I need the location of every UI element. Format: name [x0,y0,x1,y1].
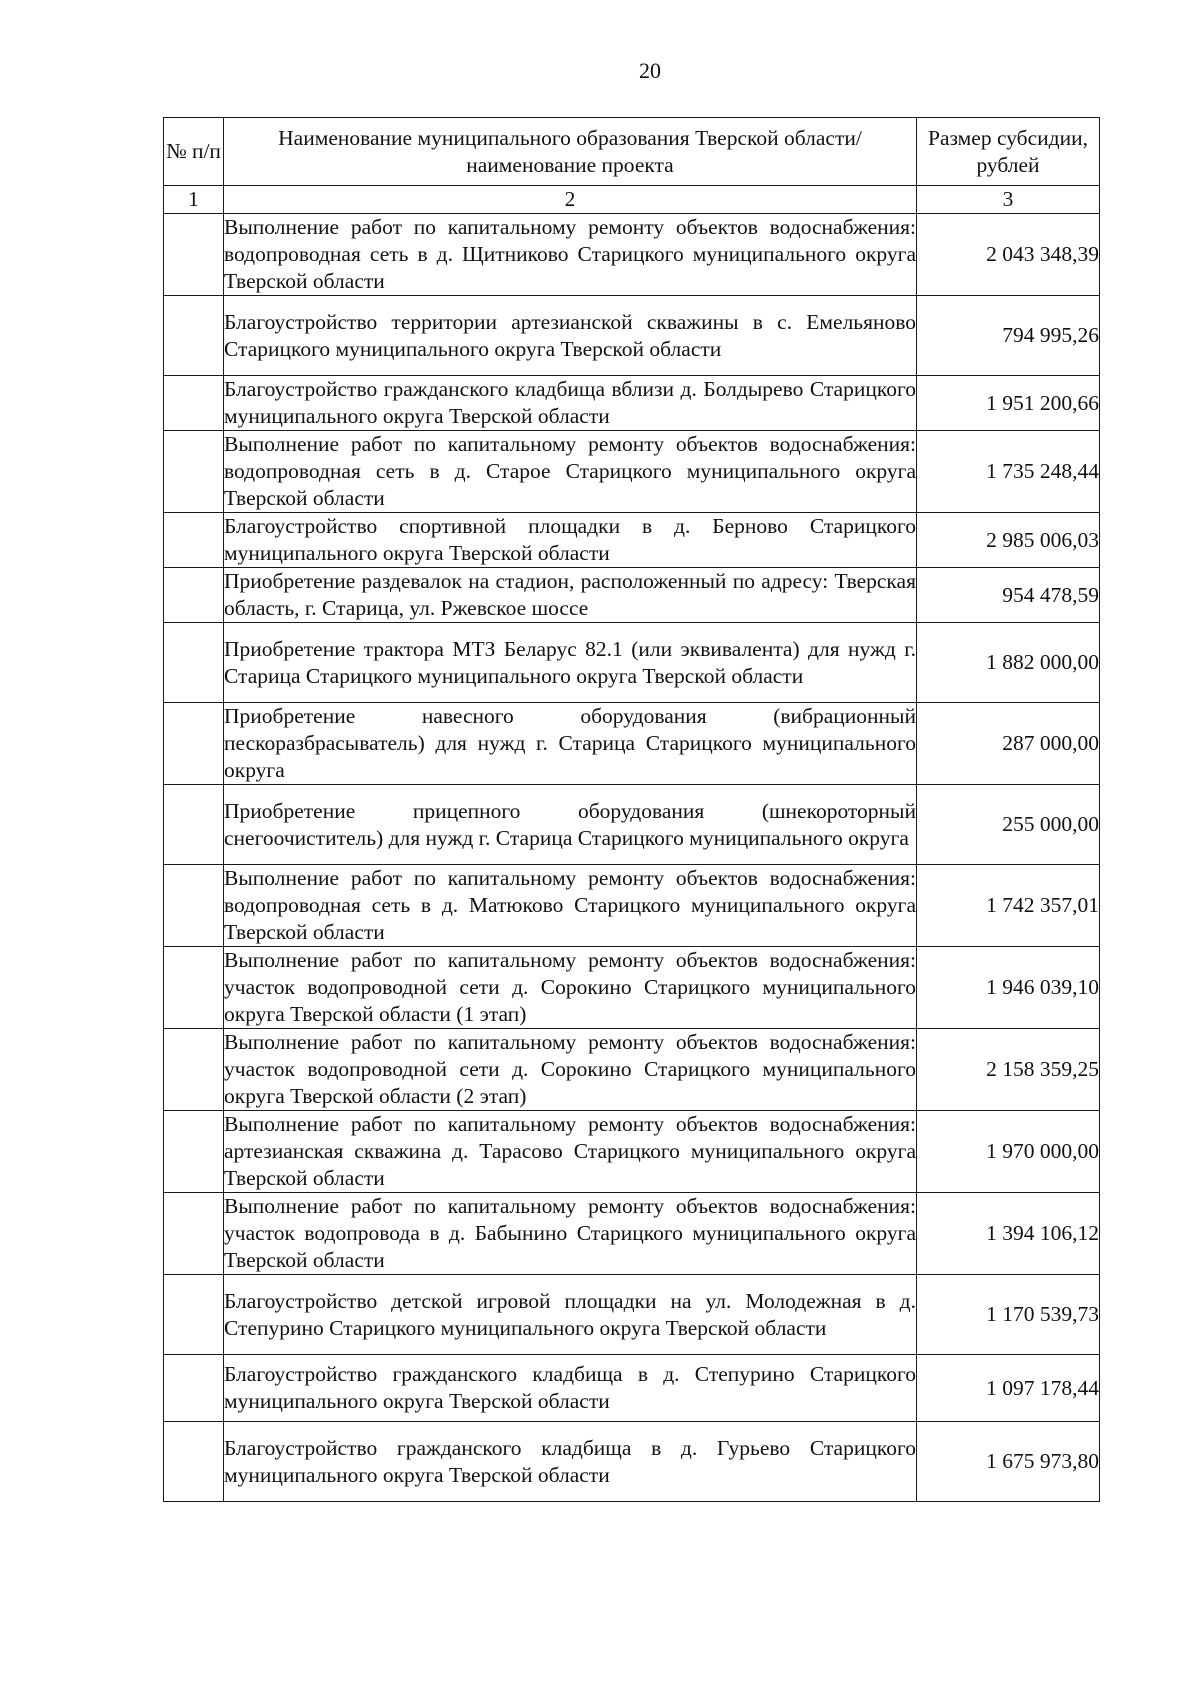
project-name: Приобретение прицепного оборудования (шнекороторный снегоочиститель) для нужд г. Старица Старицкого муниципального округа [224,785,917,865]
subsidy-amount: 1 946 039,10 [917,947,1100,1029]
project-name: Приобретение раздевалок на стадион, расположенный по адресу: Тверская область, г. Старица, ул. Ржевское шоссе [224,568,917,623]
subsidy-amount: 1 742 357,01 [917,865,1100,947]
subsidy-amount: 2 985 006,03 [917,513,1100,568]
project-name: Благоустройство детской игровой площадки на ул. Молодежная в д. Степурино Старицкого муниципального округа Тверской области [224,1275,917,1355]
subsidy-amount: 2 158 359,25 [917,1029,1100,1111]
header-project-name: Наименование муниципального образования Тверской области/наименование проекта [224,118,917,186]
table-row [164,703,1100,785]
column-number: 3 [917,186,1100,214]
row-number [164,1193,224,1275]
row-number [164,1275,224,1355]
project-name: Благоустройство гражданского кладбища в д. Степурино Старицкого муниципального округа Тверской области [224,1355,917,1422]
row-number [164,947,224,1029]
project-name: Выполнение работ по капитальному ремонту объектов водоснабжения: водопроводная сеть в д. Щитниково Старицкого муниципального округа Тверской области [224,214,917,296]
project-name: Благоустройство спортивной площадки в д. Берново Старицкого муниципального округа Тверской области [224,513,917,568]
row-number [164,1111,224,1193]
row-number [164,1422,224,1502]
column-numbers-row [164,186,1100,214]
subsidy-amount: 954 478,59 [917,568,1100,623]
column-number: 2 [224,186,917,214]
table-row [164,513,1100,568]
subsidy-table [163,117,1100,1502]
row-number [164,865,224,947]
table-row [164,1193,1100,1275]
table-row [164,431,1100,513]
project-name: Выполнение работ по капитальному ремонту объектов водоснабжения: артезианская скважина д. Тарасово Старицкого муниципального округа Тверской области [224,1111,917,1193]
subsidy-amount: 794 995,26 [917,296,1100,376]
project-name: Выполнение работ по капитальному ремонту объектов водоснабжения: участок водопровода в д. Бабынино Старицкого муниципального округа Тверской области [224,1193,917,1275]
table-row [164,785,1100,865]
subsidy-amount: 287 000,00 [917,703,1100,785]
table-row [164,1355,1100,1422]
subsidy-amount: 1 970 000,00 [917,1111,1100,1193]
table-row [164,1029,1100,1111]
subsidy-amount: 255 000,00 [917,785,1100,865]
table-header-row [164,118,1100,186]
row-number [164,214,224,296]
project-name: Выполнение работ по капитальному ремонту объектов водоснабжения: участок водопроводной сети д. Сорокино Старицкого муниципального округа Тверской области (2 этап) [224,1029,917,1111]
project-name: Приобретение трактора МТЗ Беларус 82.1 (или эквивалента) для нужд г. Старица Старицкого муниципального округа Тверской области [224,623,917,703]
row-number [164,623,224,703]
subsidy-amount: 1 394 106,12 [917,1193,1100,1275]
header-subsidy-amount: Размер субсидии, рублей [917,118,1100,186]
project-name: Благоустройство территории артезианской скважины в с. Емельяново Старицкого муниципального округа Тверской области [224,296,917,376]
table-row [164,214,1100,296]
subsidy-amount: 1 735 248,44 [917,431,1100,513]
project-name: Выполнение работ по капитальному ремонту объектов водоснабжения: водопроводная сеть в д. Матюково Старицкого муниципального округа Тверской области [224,865,917,947]
subsidy-amount: 1 675 973,80 [917,1422,1100,1502]
project-name: Выполнение работ по капитальному ремонту объектов водоснабжения: участок водопроводной сети д. Сорокино Старицкого муниципального округа Тверской области (1 этап) [224,947,917,1029]
subsidy-amount: 2 043 348,39 [917,214,1100,296]
row-number [164,785,224,865]
subsidy-amount: 1 882 000,00 [917,623,1100,703]
table-row [164,623,1100,703]
header-number: № п/п [164,118,224,186]
table-row [164,1111,1100,1193]
table-row [164,1422,1100,1502]
subsidy-amount: 1 170 539,73 [917,1275,1100,1355]
table-row [164,296,1100,376]
column-number: 1 [164,186,224,214]
row-number [164,513,224,568]
subsidy-amount: 1 951 200,66 [917,376,1100,431]
row-number [164,568,224,623]
project-name: Приобретение навесного оборудования (вибрационный пескоразбрасыватель) для нужд г. Старица Старицкого муниципального округа [224,703,917,785]
row-number [164,1355,224,1422]
table-row [164,947,1100,1029]
project-name: Благоустройство гражданского кладбища вблизи д. Болдырево Старицкого муниципального округа Тверской области [224,376,917,431]
table-row [164,1275,1100,1355]
table-row [164,568,1100,623]
project-name: Выполнение работ по капитальному ремонту объектов водоснабжения: водопроводная сеть в д. Старое Старицкого муниципального округа Тверской области [224,431,917,513]
table-row [164,865,1100,947]
row-number [164,376,224,431]
table-row [164,376,1100,431]
project-name: Благоустройство гражданского кладбища в д. Гурьево Старицкого муниципального округа Тверской области [224,1422,917,1502]
row-number [164,431,224,513]
row-number [164,1029,224,1111]
row-number [164,703,224,785]
page-number: 20 [639,58,661,83]
row-number [164,296,224,376]
subsidy-amount: 1 097 178,44 [917,1355,1100,1422]
